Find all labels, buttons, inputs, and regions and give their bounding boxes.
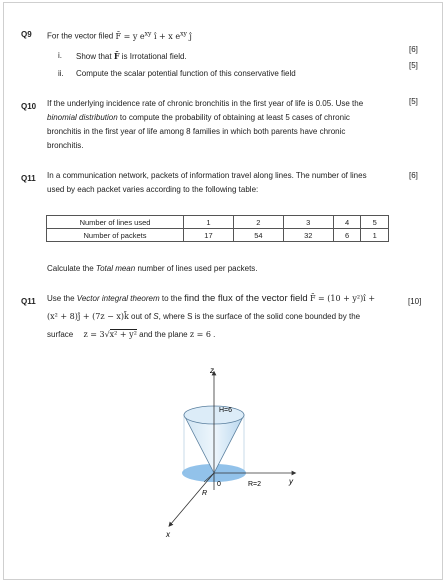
q9-item-2-num: ii. xyxy=(58,69,64,78)
table-cell: 6 xyxy=(333,229,361,242)
row1-label: Number of lines used xyxy=(47,216,184,229)
row2-label: Number of packets xyxy=(47,229,184,242)
z-label: z xyxy=(210,366,214,375)
table-cell: 17 xyxy=(184,229,234,242)
q11b-line2: (x² + 8)ĵ + (7z − x)k̄ out of S, where S is the surface of the solid cone bounded by the xyxy=(47,312,361,321)
cone-figure xyxy=(144,355,324,545)
r-label: R xyxy=(202,490,208,497)
table-cell: 1 xyxy=(361,229,389,242)
q9-field: F̄ = y $e^{xy}$ î + x $e^{xy}$ ĵ xyxy=(115,30,192,41)
x-label: x xyxy=(166,530,170,539)
q11a-number: Q11 xyxy=(21,174,36,183)
height-label: H=6 xyxy=(219,407,233,414)
packets-table xyxy=(46,215,389,242)
q9-number: Q9 xyxy=(21,30,32,39)
q11a-text: In a communication network, packets of information travel along lines. The number of lines used by each packet varies according to the following table: xyxy=(47,171,367,194)
table-cell: 1 xyxy=(184,216,234,229)
q10-number: Q10 xyxy=(21,102,37,111)
q9-item-1-marks: [6] xyxy=(409,45,418,54)
origin-label: 0 xyxy=(217,481,221,488)
q9-item-2: Compute the scalar potential function of this conservative field xyxy=(76,69,296,78)
table-cell: 2 xyxy=(233,216,283,229)
y-label: y xyxy=(289,477,293,486)
table-cell: 54 xyxy=(233,229,283,242)
q11b-marks: [10] xyxy=(408,297,422,306)
q11b-number: Q11 xyxy=(21,297,36,306)
q11b-line1: Use the Vector integral theorem to the find the flux of the vector field F̄ = (10 + y²)î + xyxy=(47,293,376,304)
q9-item-2-marks: [5] xyxy=(409,61,418,70)
q11a-question: Calculate the Total mean number of lines used per packets. xyxy=(47,264,258,273)
table-row-packets xyxy=(47,229,389,242)
q9-stem xyxy=(47,27,192,44)
table-cell: 4 xyxy=(333,216,361,229)
q11a-marks: [6] xyxy=(409,171,418,180)
q10-marks: [5] xyxy=(409,97,418,106)
exam-page xyxy=(3,2,443,580)
q10-text: If the underlying incidence rate of chronic bronchitis in the first year of life is 0.05. Use the binomial distribution to compute the probability of obtaining at least 5 cases of chronic bronchitis in the first year of life among 8 families in which both parents have chronic bronchitis. xyxy=(47,99,364,150)
table-cell: 3 xyxy=(283,216,333,229)
q9-item-1: Show that F̄ is Irrotational field. xyxy=(76,51,187,61)
table-cell: 5 xyxy=(361,216,389,229)
q9-intro: For the vector filed xyxy=(47,31,114,41)
table-row-lines xyxy=(47,216,389,229)
table-cell: 32 xyxy=(283,229,333,242)
q11b-line3: surface z = 3√x² + y² and the plane z = 6 . xyxy=(47,330,216,339)
x-axis xyxy=(170,473,214,525)
r2-label: R=2 xyxy=(248,481,262,488)
q9-item-1-num: i. xyxy=(58,51,62,60)
